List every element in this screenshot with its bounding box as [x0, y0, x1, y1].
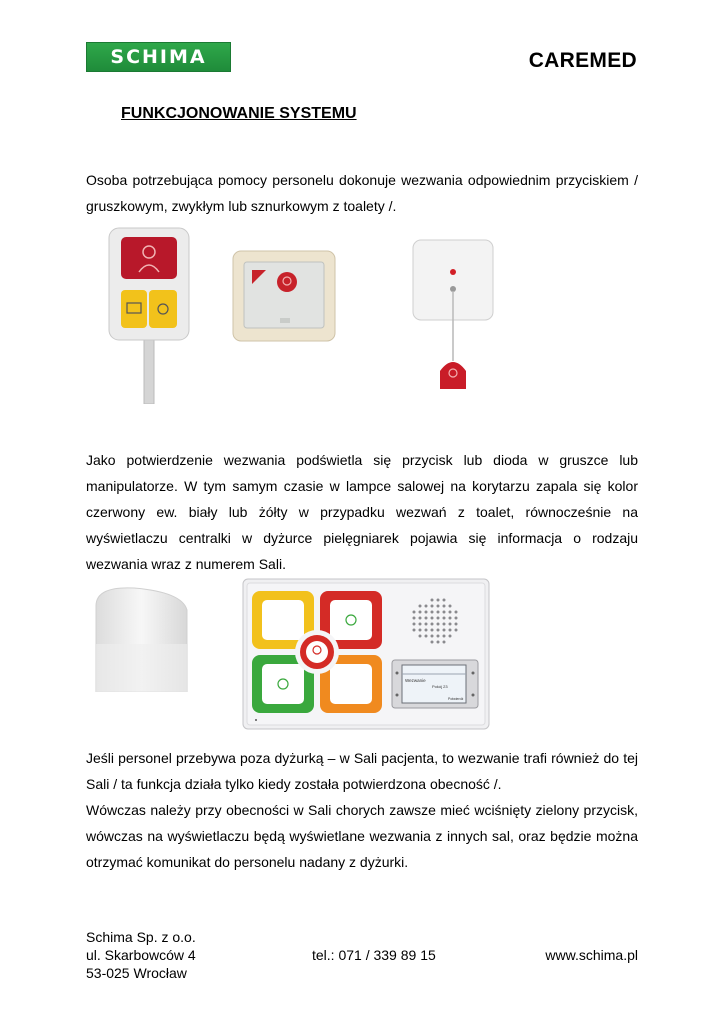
- paragraph-2-text: Jako potwierdzenie wezwania podświetla się przycisk lub dioda w gruszce lub manipulatorze. W tym samym czasie w lampce salowej na korytarzu zapala się kolor czerwony ew. biały lub żółty w przypadku wezwań z toalet, równocześnie na wyświetlaczu centralki w dyżurce pielęgniarek pojawia się informacja o rodzaju wezwania wraz z numerem Sali.: [86, 452, 638, 572]
- nurse-station-panel-image: [242, 578, 490, 730]
- logo-text: SCHIMA: [110, 46, 207, 68]
- footer-phone: tel.: 071 / 339 89 15: [312, 947, 436, 963]
- panel-screen-line1: Wezwanie: [405, 678, 426, 683]
- paragraph-1: [86, 167, 638, 219]
- pull-cord-switch-image: [412, 239, 494, 393]
- panel-screen-line3: Potwierdź: [448, 697, 464, 701]
- footer-address: [86, 928, 286, 982]
- paragraph-2: [86, 447, 638, 577]
- footer-company: Schima Sp. z o.o.: [86, 929, 196, 945]
- patient-handset-image: [108, 226, 190, 404]
- footer-street: ul. Skarbowców 4: [86, 947, 196, 963]
- brand-title: CAREMED: [528, 49, 637, 72]
- panel-screen-line2: Pokój 23: [432, 684, 448, 689]
- paragraph-1-text: Osoba potrzebująca pomocy personelu dokonuje wezwania odpowiednim przyciskiem / gruszkowym, zwykłym lub sznurkowym z toalety /.: [86, 172, 638, 214]
- paragraph-3: [86, 745, 638, 875]
- wall-call-button-image: [232, 250, 336, 342]
- footer-city: 53-025 Wrocław: [86, 965, 187, 981]
- section-title: FUNKCJONOWANIE SYSTEMU: [121, 105, 357, 122]
- paragraph-4-text: Wówczas należy przy obecności w Sali chorych zawsze mieć wciśnięty zielony przycisk, wówczas na wyświetlaczu będą wyświetlane wezwania z innych sal, oraz będzie można otrzymać komunikat do personelu nadany z dyżurki.: [86, 802, 638, 870]
- footer-website[interactable]: www.schima.pl: [545, 947, 638, 963]
- paragraph-3-text: Jeśli personel przebywa poza dyżurką – w Sali pacjenta, to wezwanie trafi również do tej Sali / ta funkcja działa tylko kiedy została potwierdzona obecność /.: [86, 750, 638, 792]
- corridor-lamp-image: [94, 584, 189, 692]
- schima-logo: [86, 42, 231, 72]
